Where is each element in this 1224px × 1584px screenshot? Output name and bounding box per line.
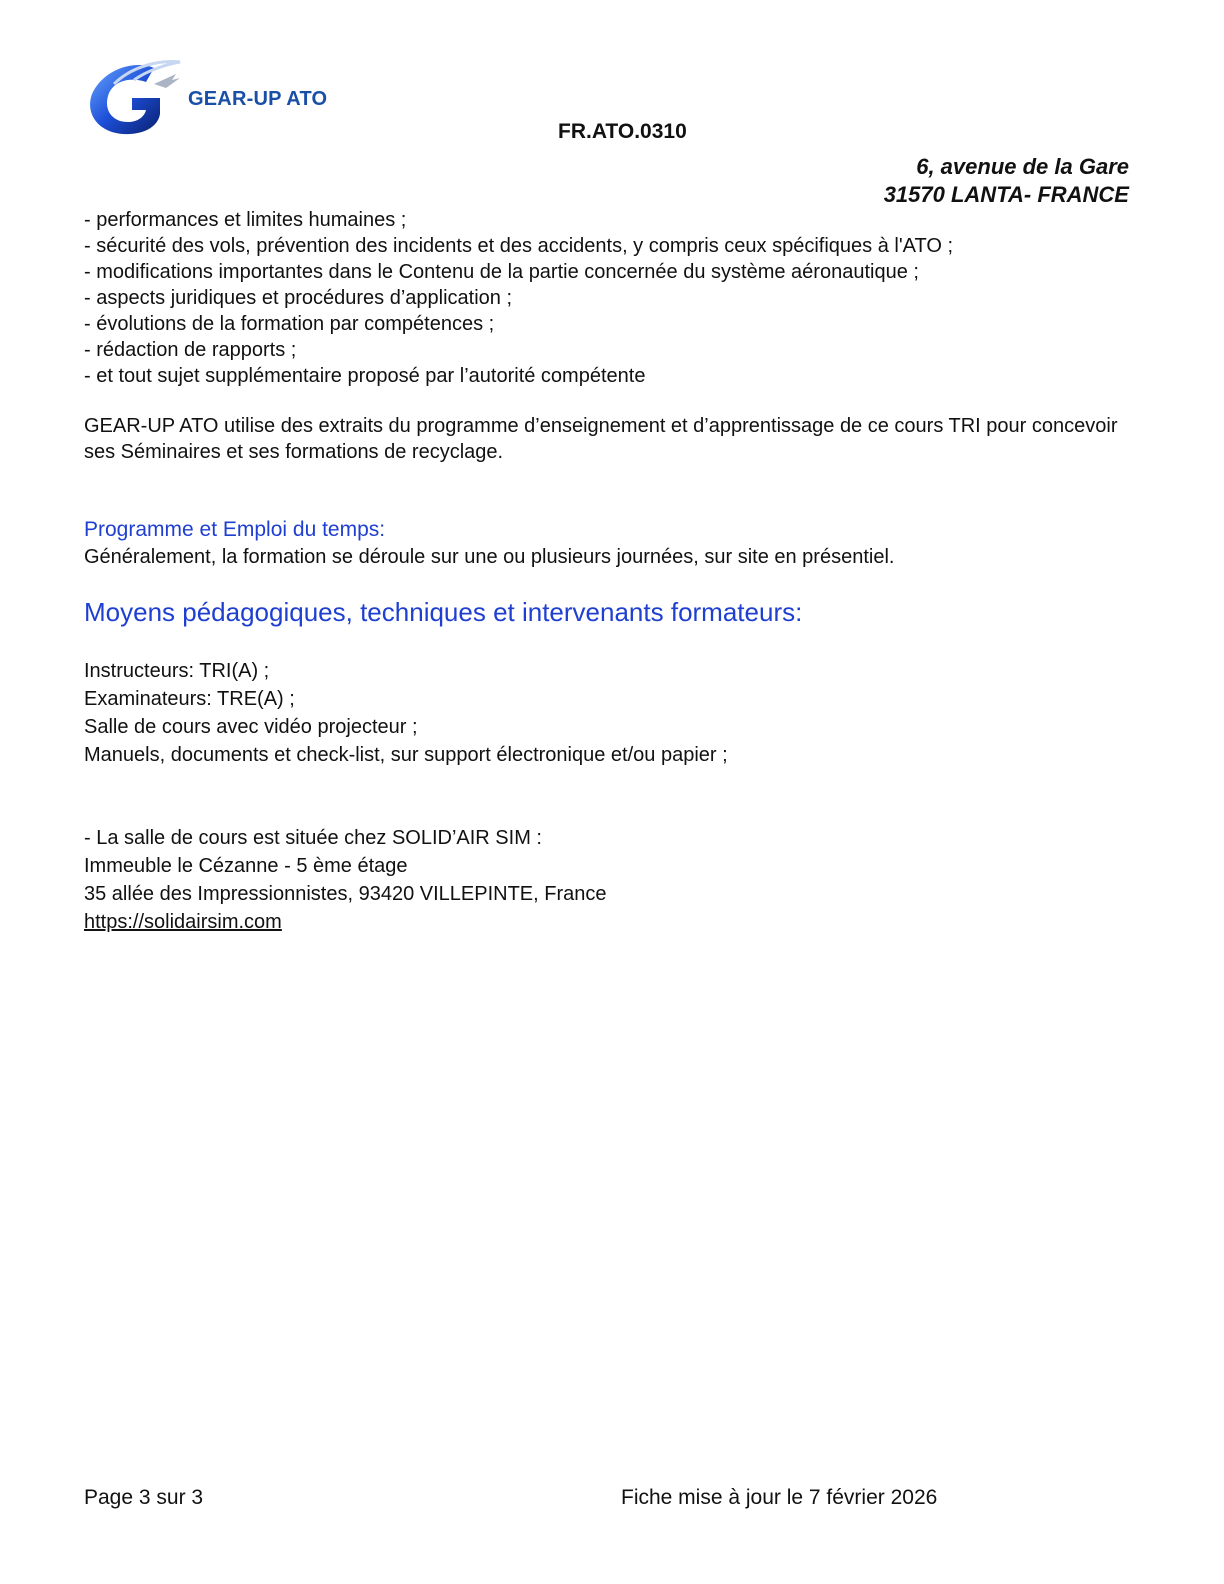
list-item: - rédaction de rapports ; [84, 339, 297, 361]
programme-heading: Programme et Emploi du temps: [84, 518, 386, 541]
salle-line: - La salle de cours est située chez SOLID’AIR SIM : [84, 827, 542, 849]
topics-list [84, 207, 953, 389]
address-line-1: 6, avenue de la Gare [916, 154, 1129, 179]
company-logo [84, 54, 344, 138]
moyens-list [84, 657, 728, 769]
gear-up-logo-icon [84, 54, 184, 138]
list-item: - et tout sujet supplémentaire proposé par l’autorité compétente [84, 365, 646, 387]
page-number: Page 3 sur 3 [84, 1486, 204, 1509]
programme-text: Généralement, la formation se déroule sur une ou plusieurs journées, sur site en présentiel. [84, 546, 895, 568]
list-item: - sécurité des vols, prévention des incidents et des accidents, y compris ceux spécifiques à l'ATO ; [84, 235, 954, 257]
list-item: Instructeurs: TRI(A) ; [84, 660, 270, 682]
list-item: - modifications importantes dans le Contenu de la partie concernée du système aéronautique ; [84, 261, 919, 283]
solidairsim-link[interactable]: https://solidairsim.com [84, 911, 282, 933]
list-item: Manuels, documents et check-list, sur support électronique et/ou papier ; [84, 744, 728, 766]
list-item: Salle de cours avec vidéo projecteur ; [84, 716, 418, 738]
list-item: Examinateurs: TRE(A) ; [84, 688, 295, 710]
logo-text: GEAR-UP ATO [188, 88, 328, 110]
list-item: - aspects juridiques et procédures d’application ; [84, 287, 513, 309]
intro-paragraph: GEAR-UP ATO utilise des extraits du programme d’enseignement et d’apprentissage de ce cours TRI pour concevoir ses Séminaires et ses formations de recyclage. [84, 415, 1118, 463]
salle-line: Immeuble le Cézanne - 5 ème étage [84, 855, 408, 877]
moyens-heading: Moyens pédagogiques, techniques et intervenants formateurs: [84, 597, 803, 627]
document-code: FR.ATO.0310 [558, 120, 687, 143]
salle-location [84, 824, 607, 936]
list-item: - évolutions de la formation par compétences ; [84, 313, 495, 335]
address-line-2: 31570 LANTA- FRANCE [883, 182, 1129, 207]
update-date: Fiche mise à jour le 7 février 2026 [621, 1486, 938, 1509]
list-item: - performances et limites humaines ; [84, 209, 407, 231]
header-address [884, 153, 1129, 209]
salle-line: 35 allée des Impressionnistes, 93420 VILLEPINTE, France [84, 883, 607, 905]
